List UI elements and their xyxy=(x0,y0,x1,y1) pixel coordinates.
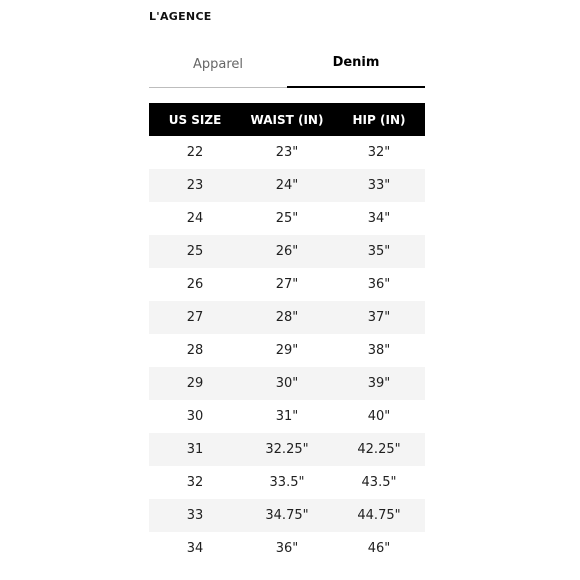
cell-hip: 43.5" xyxy=(333,466,425,499)
table-row xyxy=(149,433,425,466)
header-us-size: US SIZE xyxy=(149,103,241,136)
table-header-row xyxy=(149,103,425,136)
cell-us-size: 29 xyxy=(149,367,241,400)
cell-waist: 31" xyxy=(241,400,333,433)
tab-denim[interactable]: Denim xyxy=(287,44,425,88)
cell-hip: 36" xyxy=(333,268,425,301)
cell-hip: 42.25" xyxy=(333,433,425,466)
cell-hip: 37" xyxy=(333,301,425,334)
table-row xyxy=(149,235,425,268)
cell-us-size: 23 xyxy=(149,169,241,202)
brand-logo-text: L'AGENCE xyxy=(149,10,212,23)
table-row xyxy=(149,268,425,301)
cell-hip: 34" xyxy=(333,202,425,235)
cell-waist: 36" xyxy=(241,532,333,565)
cell-hip: 33" xyxy=(333,169,425,202)
cell-waist: 24" xyxy=(241,169,333,202)
table-row xyxy=(149,301,425,334)
table-row xyxy=(149,532,425,565)
denim-size-table xyxy=(149,103,425,565)
cell-hip: 35" xyxy=(333,235,425,268)
cell-us-size: 32 xyxy=(149,466,241,499)
cell-waist: 23" xyxy=(241,136,333,169)
cell-waist: 28" xyxy=(241,301,333,334)
table-row xyxy=(149,466,425,499)
cell-us-size: 28 xyxy=(149,334,241,367)
cell-us-size: 22 xyxy=(149,136,241,169)
table-row xyxy=(149,202,425,235)
size-guide-tabs xyxy=(149,44,425,88)
cell-us-size: 24 xyxy=(149,202,241,235)
cell-waist: 32.25" xyxy=(241,433,333,466)
cell-waist: 34.75" xyxy=(241,499,333,532)
tab-apparel[interactable]: Apparel xyxy=(149,44,287,88)
cell-hip: 39" xyxy=(333,367,425,400)
table-row xyxy=(149,367,425,400)
cell-hip: 46" xyxy=(333,532,425,565)
table-row xyxy=(149,169,425,202)
cell-waist: 25" xyxy=(241,202,333,235)
table-row xyxy=(149,136,425,169)
cell-us-size: 26 xyxy=(149,268,241,301)
header-hip: HIP (IN) xyxy=(333,103,425,136)
cell-us-size: 25 xyxy=(149,235,241,268)
cell-waist: 30" xyxy=(241,367,333,400)
cell-us-size: 31 xyxy=(149,433,241,466)
table-row xyxy=(149,400,425,433)
cell-waist: 27" xyxy=(241,268,333,301)
cell-hip: 40" xyxy=(333,400,425,433)
cell-waist: 29" xyxy=(241,334,333,367)
cell-us-size: 30 xyxy=(149,400,241,433)
table-row xyxy=(149,334,425,367)
cell-waist: 26" xyxy=(241,235,333,268)
cell-hip: 44.75" xyxy=(333,499,425,532)
table-row xyxy=(149,499,425,532)
header-waist: WAIST (IN) xyxy=(241,103,333,136)
cell-us-size: 33 xyxy=(149,499,241,532)
cell-hip: 38" xyxy=(333,334,425,367)
cell-hip: 32" xyxy=(333,136,425,169)
cell-us-size: 34 xyxy=(149,532,241,565)
cell-us-size: 27 xyxy=(149,301,241,334)
cell-waist: 33.5" xyxy=(241,466,333,499)
